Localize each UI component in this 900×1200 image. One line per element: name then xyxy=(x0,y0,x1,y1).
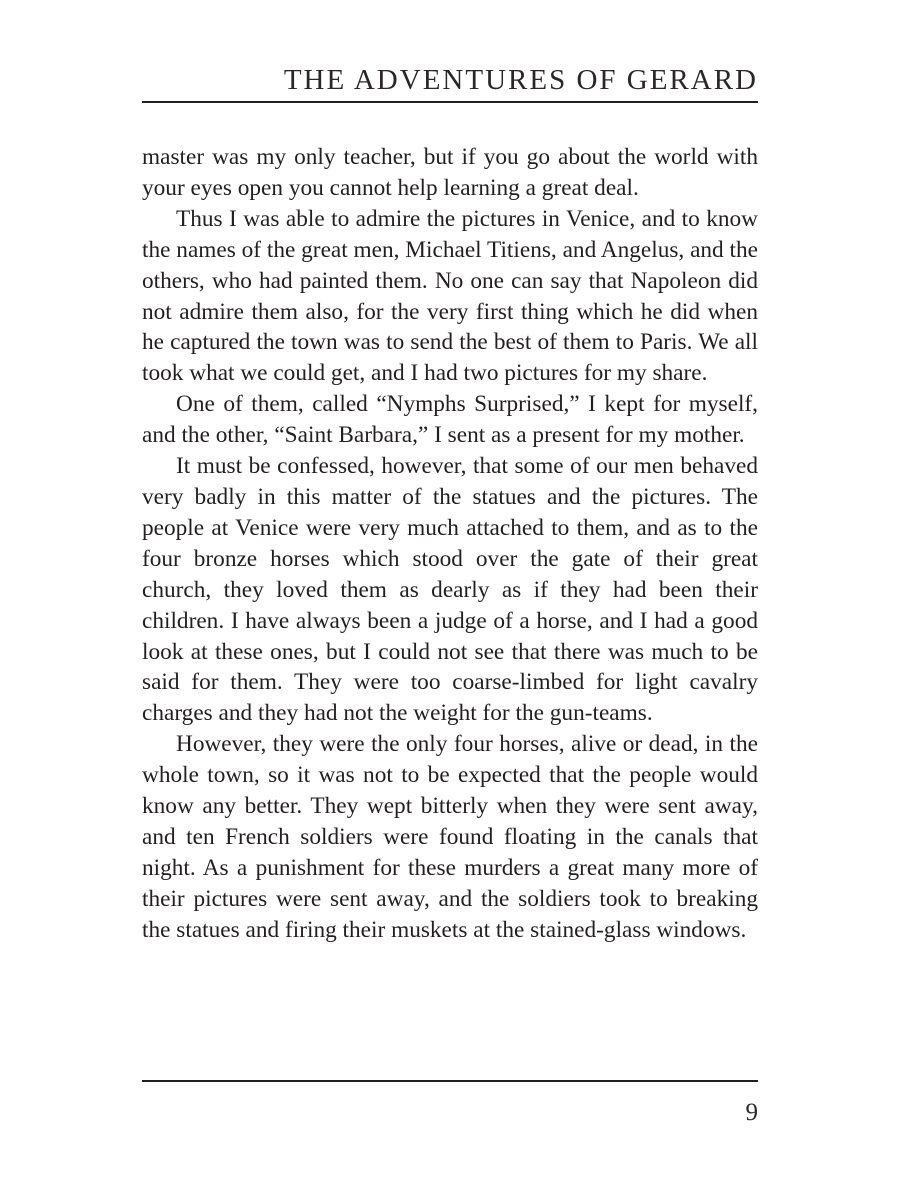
page-number: 9 xyxy=(745,1099,758,1126)
header-rule xyxy=(142,101,758,103)
paragraph-4: It must be confessed, however, that some of our men behaved very badly in this matter of the statues and the pictures. The people at Venice were very much attached to them, and as to the four bronze horses which stood over the gate of their great church, they loved them as dearly as if they had been their children. I have always been a judge of a horse, and I had a good look at these ones, but I could not see that there was much to be said for them. They were too coarse-limbed for light cavalry charges and they had not the weight for the gun-teams. xyxy=(142,453,758,727)
running-head-title: THE ADVENTURES OF GERARD xyxy=(283,64,758,96)
paragraph-1: master was my only teacher, but if you go about the world with your eyes open you cannot help learning a great deal. xyxy=(142,144,758,201)
footer-rule xyxy=(142,1080,758,1082)
body-text xyxy=(142,142,758,946)
paragraph-5: However, they were the only four horses, alive or dead, in the whole town, so it was not to be expected that the people would know any better. They wept bitterly when they were sent away, and ten French soldiers were found floating in the canals that night. As a punishment for these murders a great many more of their pictures were sent away, and the soldiers took to breaking the statues and firing their muskets at the stained-glass windows. xyxy=(142,731,758,943)
paragraph-3: One of them, called “Nymphs Surprised,” I kept for myself, and the other, “Saint Barbara,” I sent as a present for my mother. xyxy=(142,391,758,449)
paragraph-2: Thus I was able to admire the pictures in Venice, and to know the names of the great men, Michael Titiens, and Angelus, and the others, who had painted them. No one can say that Napoleon did not admire them also, for the very first thing which he did when he captured the town was to send the best of them to Paris. We all took what we could get, and I had two pictures for my share. xyxy=(142,205,758,387)
